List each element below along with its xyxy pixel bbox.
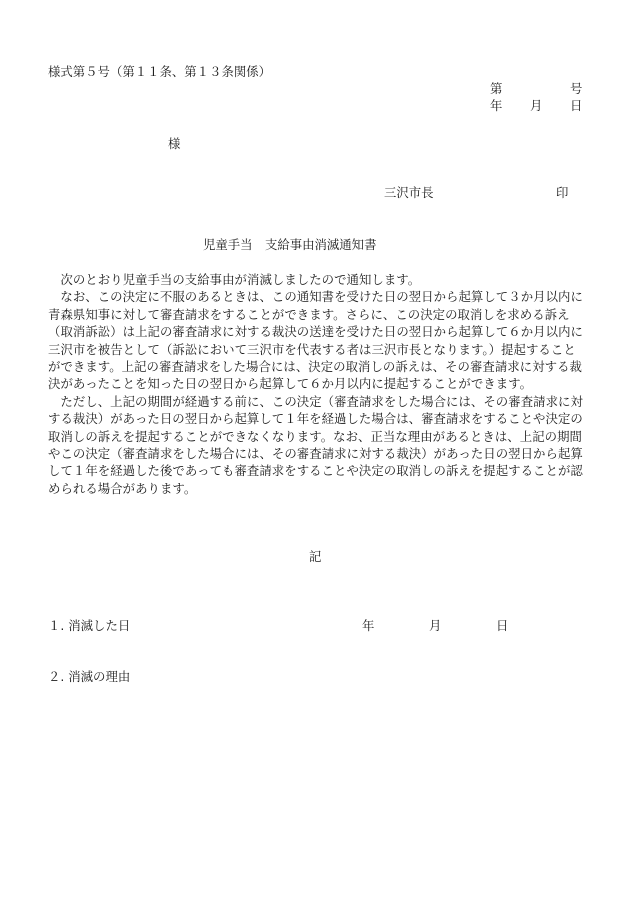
- body-paragraph-1: 次のとおり児童手当の支給事由が消滅しましたので通知します。: [60, 272, 421, 287]
- item-extinction-date-year: 年: [362, 618, 375, 633]
- issue-date-year: 年: [490, 98, 503, 113]
- issue-date-day: 日: [570, 98, 583, 113]
- issue-date-month: 月: [530, 98, 543, 113]
- document-number-prefix: 第: [490, 81, 503, 96]
- note-mark: 記: [309, 549, 322, 564]
- item-extinction-date-day: 日: [496, 618, 509, 633]
- body-paragraph-3: ただし、上記の期間が経過する前に、この決定（審査請求をした場合には、その審査請求に対する裁決）があった日の翌日から起算して１年を経過した場合は、審査請求をすることや決定の取消しの訴えを提起することができなくなります。なお、正当な理由があるときは、上記の期間やこの決定（審査請求をした場合には、その審査請求に対する裁決）があった日の翌日から起算して１年を経過した後であっても審査請求をすることや決定の取消しの訴えを提起することが認められる場合があります。: [48, 393, 583, 496]
- item-extinction-reason-label: ２. 消滅の理由: [48, 669, 131, 684]
- document-title: 児童手当 支給事由消滅通知書: [203, 237, 377, 252]
- document-number-suffix: 号: [570, 81, 583, 96]
- sender-name: 三沢市長: [384, 185, 434, 200]
- item-extinction-date-month: 月: [429, 618, 442, 633]
- addressee: 様: [168, 136, 181, 151]
- form-number: 様式第５号（第１１条、第１３条関係）: [48, 64, 272, 79]
- seal-mark: 印: [556, 185, 569, 200]
- item-extinction-date-label: １. 消滅した日: [48, 618, 131, 633]
- body-paragraph-2: なお、この決定に不服のあるときは、この通知書を受けた日の翌日から起算して３か月以内に青森県知事に対して審査請求をすることができます。さらに、この決定の取消しを求める訴え（取消訴訟）は上記の審査請求に対する裁決の送達を受けた日の翌日から起算して６か月以内に三沢市を被告として（訴訟において三沢市を代表する者は三沢市長となります。）提起することができます。上記の審査請求をした場合には、決定の取消しの訴えは、その審査請求に対する裁決があったことを知った日の翌日から起算して６か月以内に提起することができます。: [48, 289, 583, 392]
- notice-body: [48, 271, 584, 497]
